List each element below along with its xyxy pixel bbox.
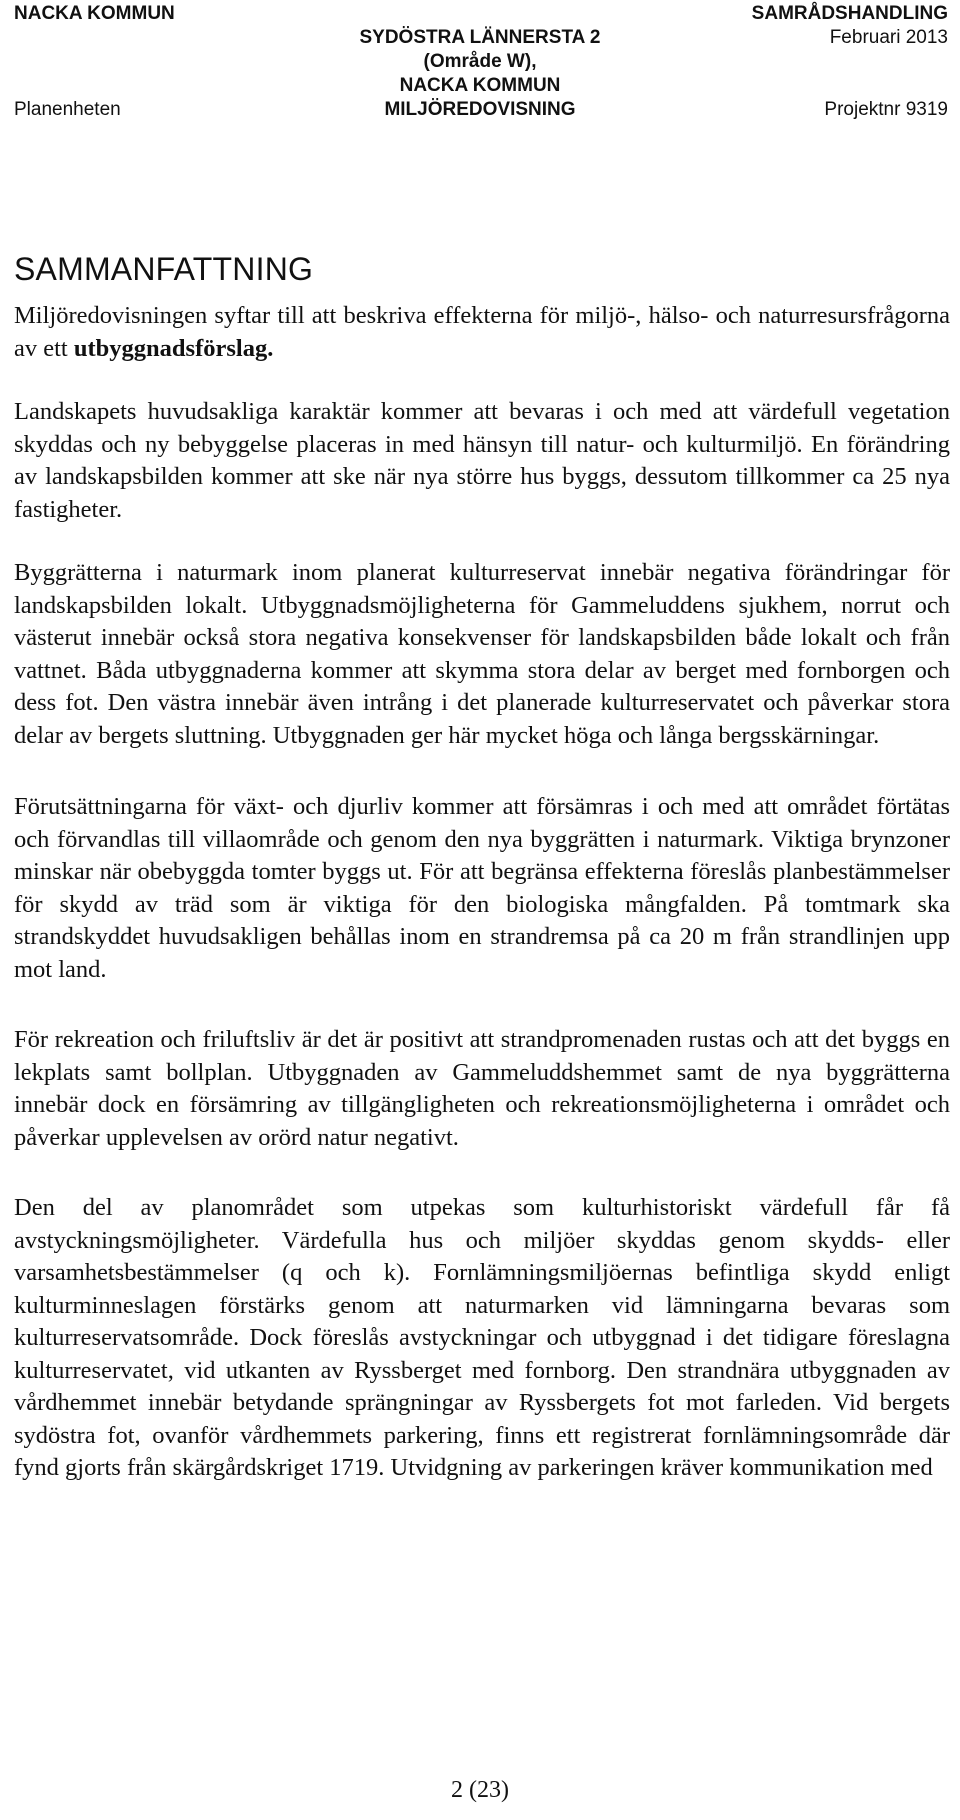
paragraph-purpose-text: Miljöredovisningen syftar till att beskriva effekterna för miljö-, hälso- och naturresursfrågorna av ett (14, 302, 950, 362)
header-document-stage: SAMRÅDSHANDLING (751, 3, 948, 24)
header-organization: NACKA KOMMUN (14, 3, 175, 24)
paragraph-flora-fauna: Förutsättningarna för växt- och djurliv kommer att försämras i och med att området förtätas och förvandlas till villaområde och genom den nya byggrätten i naturmark. Viktiga brynzoner minskar när obebyggda tomter byggs ut. För att begränsa effekterna föreslås planbestämmelser för skydd av träd som är viktiga för den biologiska mångfalden. På tomtmark ska strandskyddet huvudsakligen behållas inom en strandremsa på ca 20 m från strandlinjen upp mot land. (14, 793, 950, 983)
paragraph-purpose (14, 300, 950, 365)
header-project-line-3: NACKA KOMMUN (399, 75, 561, 96)
header-project-title (300, 26, 660, 98)
summary-body (14, 300, 950, 1516)
header-project-line-1: SYDÖSTRA LÄNNERSTA 2 (359, 27, 601, 48)
paragraph-purpose-bold: utbyggnadsförslag. (73, 334, 274, 362)
section-title: SAMMANFATTNING (14, 251, 314, 288)
header-project-number: Projektnr 9319 (824, 99, 948, 120)
header-date: Februari 2013 (829, 27, 948, 48)
page-number: 2 (23) (451, 1777, 509, 1803)
header-document-type: MILJÖREDOVISNING (384, 99, 576, 120)
header-project-line-2: (Område W), (423, 51, 537, 72)
paragraph-recreation: För rekreation och friluftsliv är det är positivt att strandpromenaden rustas och att det byggs en lekplats samt bollplan. Utbyggnaden av Gammeluddshemmet samt de nya byggrätterna innebär dock en försämring av tillgängligheten och rekreationsmöjligheterna i området och påverkar upplevelsen av orörd natur negativt. (14, 1026, 950, 1151)
paragraph-cultural-heritage: Den del av planområdet som utpekas som kulturhistoriskt värdefull får få avstyckningsmöjligheter. Värdefulla hus och miljöer skyddas genom skydds- eller varsamhetsbestämmelser (q och k). Fornlämningsmiljöernas befintliga skydd enligt kulturminneslagen förstärks genom att naturmarken vid lämningarna bevaras som kulturreservatsområde. Dock föreslås avstyckningar och utbyggnad i det tidigare föreslagna kulturreservatet, vid utkanten av Ryssberget med fornborg. Den strandnära utbyggnaden av vårdhemmet innebär betydande sprängningar av Ryssbergets fot mot farleden. Vid bergets sydöstra fot, ovanför vårdhemmets parkering, finns ett registrerat fornlämningsområde där fynd gjorts från skärgårdskriget 1719. Utvidgning av parkeringen kräver kommunikation med (14, 1194, 950, 1481)
header-department: Planenheten (14, 99, 121, 120)
paragraph-building-rights: Byggrätterna i naturmark inom planerat kulturreservat innebär negativa förändringar för landskapsbilden lokalt. Utbyggnadsmöjligheterna för Gammeluddens sjukhem, norrut och västerut innebär också stora negativa konsekvenser för landskapsbilden både lokalt och från vattnet. Båda utbyggnaderna kommer att skymma stora delar av berget med fornborgen och dess fot. Den västra innebär även intrång i det planerade kulturreservatet och påverkar stora delar av bergets sluttning. Utbyggnaden ger här mycket höga och långa bergsskärningar. (14, 559, 950, 749)
paragraph-landscape: Landskapets huvudsakliga karaktär kommer att bevaras i och med att värdefull vegetation skyddas och ny bebyggelse placeras in med hänsyn till natur- och kulturmiljö. En förändring av landskapsbilden kommer att ske när nya större hus byggs, dessutom tillkommer ca 25 nya fastigheter. (14, 398, 950, 523)
